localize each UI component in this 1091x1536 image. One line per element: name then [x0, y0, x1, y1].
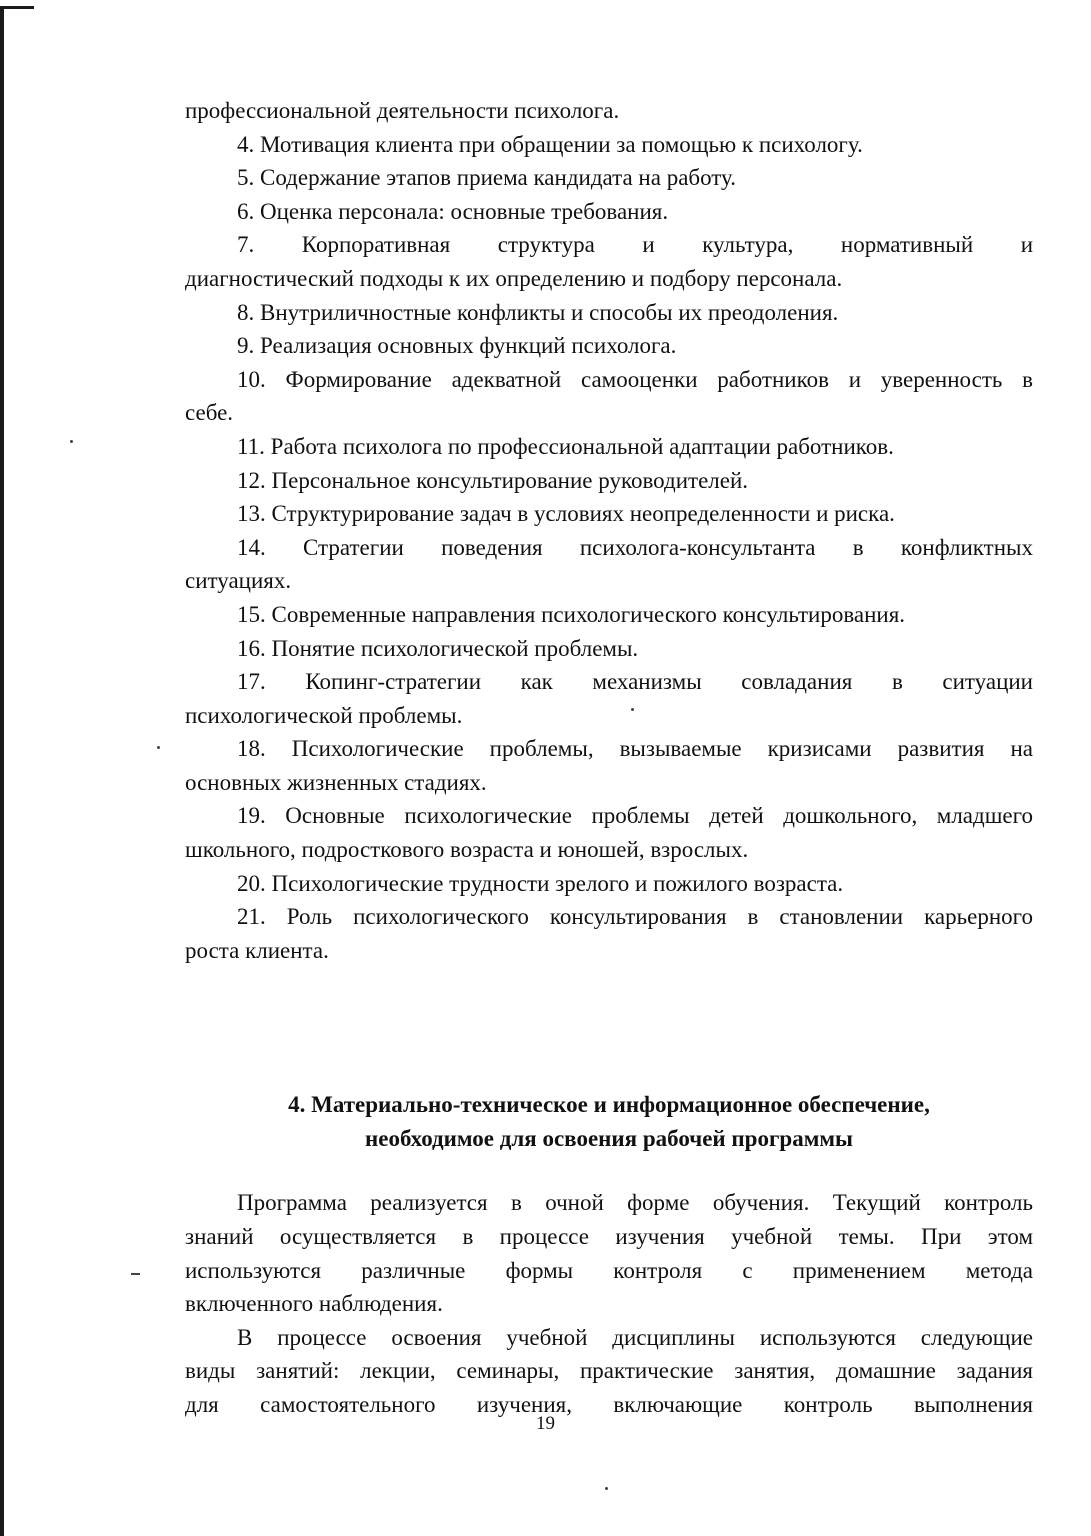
list-line-8: 9. Реализация основных функций психолога.: [237, 333, 677, 359]
scan-speck: [605, 1487, 608, 1490]
scan-speck: [70, 440, 73, 443]
list-line-21: основных жизненных стадиях.: [185, 769, 487, 795]
list-line-6: диагностический подходы к их определению и подбору персонала.: [185, 265, 843, 291]
body-line-2: знаний осуществляется в процессе изучения учебной темы. При этом: [185, 1224, 1033, 1250]
section-heading-line-1: 4. Материально-техническое и информационное обеспечение,: [288, 1092, 930, 1118]
section-body: [185, 1186, 1033, 1421]
topic-list: [185, 94, 1033, 967]
list-line-1: профессиональной деятельности психолога.: [185, 98, 620, 123]
list-line-22: 19. Основные психологические проблемы детей дошкольного, младшего: [237, 803, 1033, 829]
section-gap: [185, 967, 1033, 1088]
list-line-5: 7. Корпоративная структура и культура, нормативный и: [237, 232, 1033, 258]
body-line-3: используются различные формы контроля с применением метода: [185, 1257, 1033, 1283]
page-number: 19: [536, 1413, 555, 1434]
scan-speck: [631, 708, 634, 711]
list-line-7: 8. Внутриличностные конфликты и способы их преодоления.: [237, 299, 839, 325]
document-page: [185, 94, 1033, 1422]
list-line-9: 10. Формирование адекватной самооценки работников и уверенность в: [237, 366, 1033, 392]
list-line-23: школьного, подросткового возраста и юношей, взрослых.: [185, 837, 749, 863]
scan-speck: [131, 1273, 140, 1275]
list-line-12: 12. Персональное консультирование руководителей.: [237, 467, 749, 493]
heading-gap: [185, 1156, 1033, 1186]
list-line-16: 15. Современные направления психологического консультирования.: [237, 601, 906, 627]
body-line-5: В процессе освоения учебной дисциплины используются следующие: [237, 1324, 1033, 1350]
body-line-1: Программа реализуется в очной форме обучения. Текущий контроль: [237, 1190, 1033, 1216]
list-line-10: себе.: [185, 400, 234, 426]
list-line-13: 13. Структурирование задач в условиях неопределенности и риска.: [237, 501, 895, 527]
scan-border-left: [0, 6, 4, 1536]
list-line-24: 20. Психологические трудности зрелого и пожилого возраста.: [237, 870, 844, 896]
list-line-11: 11. Работа психолога по профессиональной адаптации работников.: [237, 433, 894, 459]
list-line-17: 16. Понятие психологической проблемы.: [237, 635, 639, 661]
body-line-4: включенного наблюдения.: [185, 1291, 443, 1317]
body-line-7: для самостоятельного изучения, включающие контроль выполнения: [185, 1392, 1033, 1417]
list-line-19: психологической проблемы.: [185, 702, 463, 728]
list-line-2: 4. Мотивация клиента при обращении за помощью к психологу.: [237, 131, 863, 157]
scan-border-top: [0, 6, 34, 9]
scan-speck: [157, 746, 160, 749]
list-line-26: роста клиента.: [185, 937, 329, 963]
list-line-15: ситуациях.: [185, 568, 292, 594]
body-line-6: виды занятий: лекции, семинары, практические занятия, домашние задания: [185, 1358, 1033, 1384]
list-line-18: 17. Копинг-стратегии как механизмы совладания в ситуации: [237, 669, 1033, 695]
list-line-25: 21. Роль психологического консультирования в становлении карьерного: [237, 904, 1033, 930]
section-heading-line-2: необходимое для освоения рабочей программы: [364, 1126, 853, 1152]
list-line-4: 6. Оценка персонала: основные требования.: [237, 198, 669, 224]
list-line-20: 18. Психологические проблемы, вызываемые кризисами развития на: [237, 736, 1033, 762]
list-line-14: 14. Стратегии поведения психолога-консультанта в конфликтных: [237, 534, 1033, 560]
list-line-3: 5. Содержание этапов приема кандидата на работу.: [237, 165, 737, 191]
